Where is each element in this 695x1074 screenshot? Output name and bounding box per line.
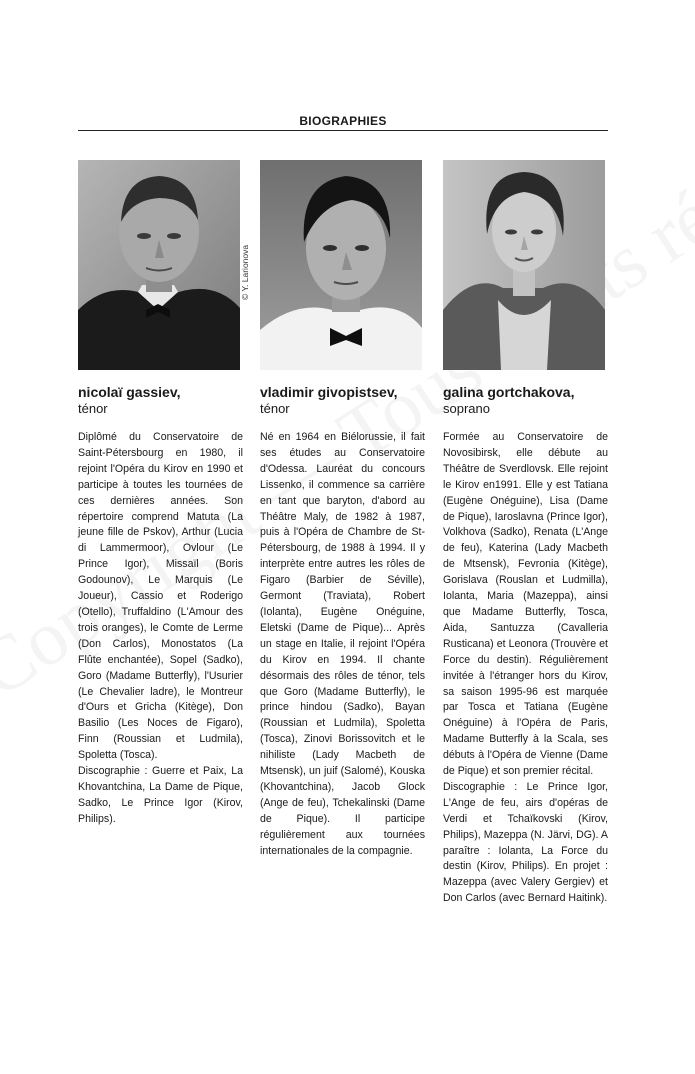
- artist-biography: Diplômé du Conservatoire de Saint-Pétersbourg en 1980, il rejoint l'Opéra du Kirov en 1990 et participe à toutes les tournées de ces dernières années. Son répertoire comprend Matuta (La jeune fille de Pskov), Arthur (Lucia di Lammermoor), Ovlour (Le Prince Igor), Missaïl (Boris Godounov), Le Marquis (Le Joueur), Cassio et Roderigo (Otello), Truffaldino (L'Amour des trois oranges), le Comte de Lerme (Don Carlos), Monostatos (La Flûte enchantée), Sopel (Sadko), Goro (Madame Butterfly), l'Usurier (Le Chevalier ladre), le Montreur d'Ours et Gricha (Kitège), Don Basilio (Les Noces de Figaro), Finn (Roussian et Ludmila), Spoletta (Tosca).: [78, 431, 243, 762]
- artist-name: vladimir givopistsev,: [260, 384, 398, 400]
- artist-column-1: [78, 384, 243, 828]
- portrait-photo-gortchakova: [443, 160, 605, 370]
- artist-column-3: [443, 384, 608, 907]
- photo-credit: © Y. Larionova: [240, 244, 250, 300]
- artist-name: galina gortchakova,: [443, 384, 575, 400]
- artist-biography: Né en 1964 en Biélorussie, il fait ses études au Conservatoire d'Odessa. Lauréat du concours Lissenko, il commence sa carrière en tant que baryton, d'abord au Théâtre Maly, de 1982 à 1987, puis à l'Opéra de Chambre de St-Pétersbourg, de 1988 à 1994. Il y interprète entre autres les rôles de Figaro (Barbier de Séville), Germont (Traviata), Robert (Iolanta), Eugène Onéguine, Eletski (Dame de Pique)... Après un stage en Italie, il rejoint l'Opéra du Kirov en 1994. Il chante désormais des rôles de ténor, tels que Goro (Madame Butterfly), le prince hindou (Sadko), Bayan (Roussian et Ludmila), Spoletta (Tosca), Zinovi Borissovitch et le nihiliste (Lady Macbeth de Mtsensk), un juif (Salomé), Kouska (Khovantchina), Jacob Glock (Ange de feu), Tchekalinski (Dame de Pique). Il participe régulièrement aux tournées internationales de la compagnie.: [260, 431, 425, 857]
- portrait-photo-givopistsev: [260, 160, 422, 370]
- artist-discography: Discographie : Le Prince Igor, L'Ange de feu, airs d'opéras de Verdi et Tchaïkovski (Kirov, Philips), Mazeppa (N. Järvi, DG). A paraître : Iolanta, La Force du destin (Kirov, Philips). En projet : Mazeppa (avec Valery Gergiev) et Don Carlos (avec Bernard Haitink).: [443, 780, 608, 905]
- header-rule: [78, 130, 608, 131]
- portrait-photo-gassiev: [78, 160, 240, 370]
- artist-voice: ténor: [260, 401, 290, 416]
- artist-biography: Formée au Conservatoire de Novosibirsk, elle débute au Théâtre de Sverdlovsk. Elle rejoint le Kirov en1991. Elle y est Tatiana (Eugène Onéguine), Lisa (Dame de Pique), Iaroslavna (Prince Igor), Volkhova (Sadko), Renata (L'Ange de feu), Katerina (Lady Macbeth de Mtsensk), Fevronia (Kitège), Gorislava (Rouslan et Ludmilla), Iolanta, Maria (Mazeppa), ainsi que Madame Butterfly, Tosca, Aida, Santuzza (Cavalleria Rusticana) et Leonora (Trouvère et Force du destin). Régulièrement invitée à l'étranger hors du Kirov, sa saison 1995-96 est marquée par Tosca et Tatiana (Eugène Onéguine) à l'Opéra de Paris, Madame Butterfly à la Scala, ses débuts à l'Opéra de Vienne (Dame de Pique) et son premier récital.: [443, 431, 608, 778]
- artist-voice: ténor: [78, 401, 108, 416]
- artist-discography: Discographie : Guerre et Paix, La Khovantchina, La Dame de Pique, Sadko, Le Prince Igor (Kirov, Philips).: [78, 765, 243, 825]
- artist-voice: soprano: [443, 401, 490, 416]
- page-header: BIOGRAPHIES: [299, 114, 387, 128]
- artist-name: nicolaï gassiev,: [78, 384, 181, 400]
- artist-column-2: [260, 384, 425, 859]
